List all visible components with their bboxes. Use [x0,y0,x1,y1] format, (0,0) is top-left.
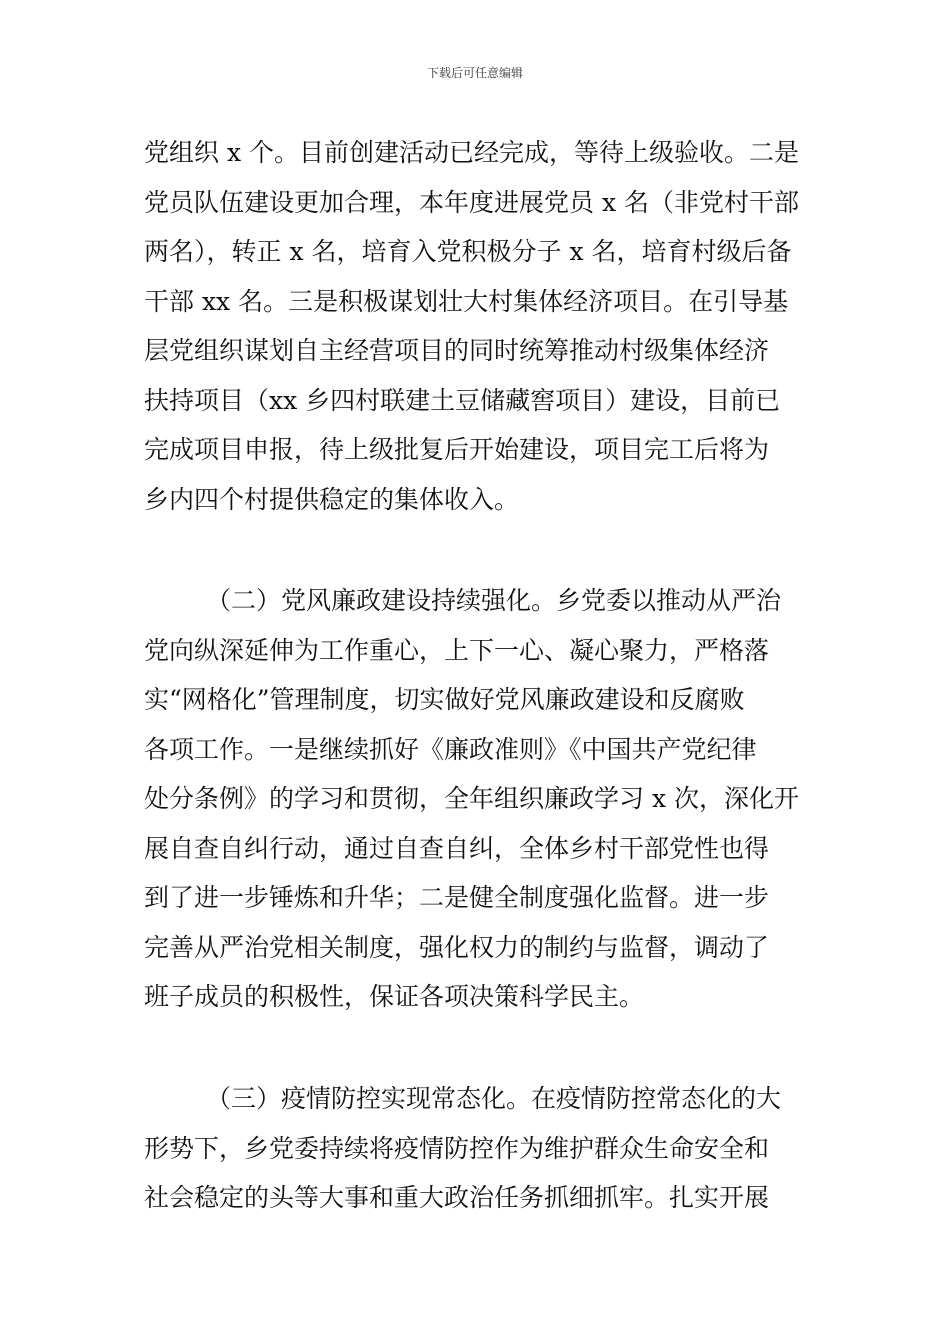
text-line: 处分条例》的学习和贯彻，全年组织廉政学习 x 次，深化开 [144,784,799,813]
text-line: 扶持项目（xx 乡四村联建土豆储藏窖项目）建设，目前已 [144,385,781,415]
text-line: 层党组织谋划自主经营项目的同时统筹推动村级集体经济 [144,336,770,365]
text-line: 完善从严治党相关制度，强化权力的制约与监督，调动了 [144,932,770,962]
text-line: 实“网格化”管理制度，切实做好党风廉政建设和反腐败 [144,685,745,714]
text-line: 班子成员的积极性，保证各项决策科学民主。 [144,982,645,1011]
paragraph-epidemic-control [144,1074,808,1223]
text-line: 展自查自纠行动，通过自查自纠，全体乡村干部党性也得 [144,833,770,863]
text-line: （三）疫情防控实现常态化。在疫情防控常态化的大 [206,1084,782,1113]
text-line: 社会稳定的头等大事和重大政治任务抓细抓牢。扎实开展 [144,1183,770,1212]
text-line: 乡内四个村提供稳定的集体收入。 [144,484,520,514]
paragraph-integrity-building [144,576,808,1022]
text-line: 干部 xx 名。三是积极谋划壮大村集体经济项目。在引导基 [144,286,789,316]
text-line: 完成项目申报，待上级批复后开始建设，项目完工后将为 [144,435,770,464]
text-line: 两名），转正 x 名，培育入党积极分子 x 名，培育村级后备 [144,237,792,266]
text-line: 形势下，乡党委持续将疫情防控作为维护群众生命安全和 [144,1133,770,1163]
text-line: 党组织 x 个。目前创建活动已经完成，等待上级验收。二是 [144,138,799,167]
text-line: （二）党风廉政建设持续强化。乡党委以推动从严治 [206,586,782,615]
page-header: 下载后可任意编辑 [426,66,523,80]
text-line: 党员队伍建设更加合理，本年度进展党员 x 名（非党村干部 [144,187,799,217]
paragraph-party-building [144,128,808,524]
text-line: 党向纵深延伸为工作重心，上下一心、凝心聚力，严格落 [144,635,770,665]
text-line: 各项工作。一是继续抓好《廉政准则》《中国共产党纪律 [144,734,757,764]
text-line: 到了进一步锤炼和升华；二是健全制度强化监督。进一步 [144,883,770,912]
